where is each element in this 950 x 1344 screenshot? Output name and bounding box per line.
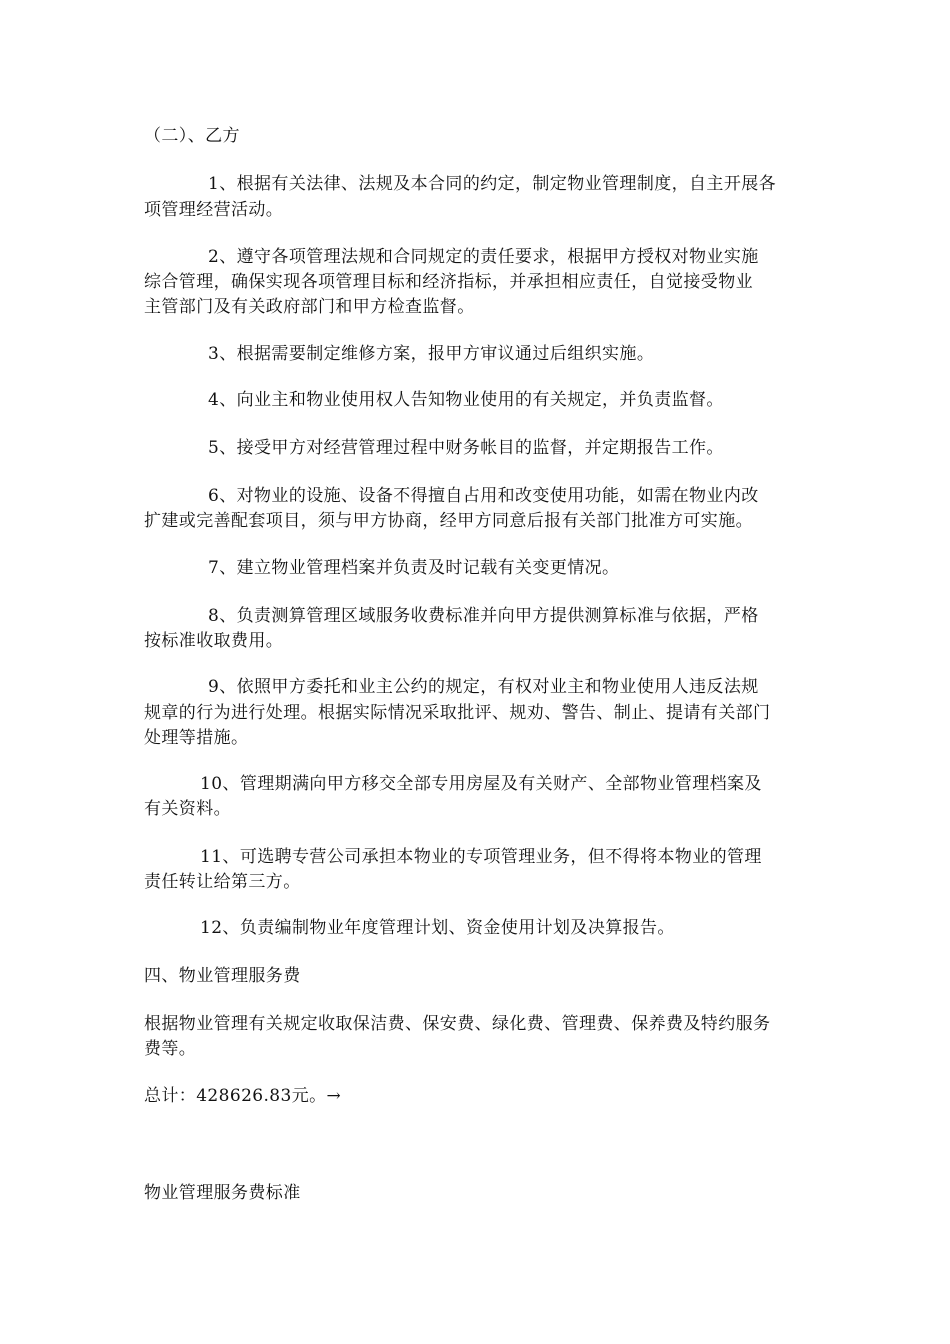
item-9-line-1: 9、依照甲方委托和业主公约的规定，有权对业主和物业使用人违反法规 xyxy=(208,677,759,697)
item-9-line-3: 处理等措施。 xyxy=(144,728,249,748)
item-8-line-1: 8、负责测算管理区域服务收费标准并向甲方提供测算标准与依据，严格 xyxy=(208,606,759,626)
item-2-line-1: 2、遵守各项管理法规和合同规定的责任要求，根据甲方授权对物业实施 xyxy=(208,247,759,267)
fee-standard-title: 物业管理服务费标准 xyxy=(144,1183,301,1203)
item-7-line-1: 7、建立物业管理档案并负责及时记载有关变更情况。 xyxy=(208,558,620,578)
item-12-line-1: 12、负责编制物业年度管理计划、资金使用计划及决算报告。 xyxy=(200,918,675,938)
item-1-line-2: 项管理经营活动。 xyxy=(144,200,284,220)
fee-description-line-2: 费等。 xyxy=(144,1039,197,1059)
item-9-line-2: 规章的行为进行处理。根据实际情况采取批评、规劝、警告、制止、提请有关部门 xyxy=(144,703,771,723)
fee-total: 总计：428626.83元。→ xyxy=(144,1086,342,1106)
item-6-line-1: 6、对物业的设施、设备不得擅自占用和改变使用功能，如需在物业内改 xyxy=(208,486,759,506)
item-2-line-2: 综合管理，确保实现各项管理目标和经济指标，并承担相应责任，自觉接受物业 xyxy=(144,272,753,292)
item-11-line-2: 责任转让给第三方。 xyxy=(144,872,301,892)
item-8-line-2: 按标准收取费用。 xyxy=(144,631,284,651)
item-4-line-1: 4、向业主和物业使用权人告知物业使用的有关规定，并负责监督。 xyxy=(208,390,724,410)
item-11-line-1: 11、可选聘专营公司承担本物业的专项管理业务，但不得将本物业的管理 xyxy=(200,847,762,867)
item-6-line-2: 扩建或完善配套项目，须与甲方协商，经甲方同意后报有关部门批准方可实施。 xyxy=(144,511,753,531)
item-3-line-1: 3、根据需要制定维修方案，报甲方审议通过后组织实施。 xyxy=(208,344,655,364)
fee-description-line-1: 根据物业管理有关规定收取保洁费、保安费、绿化费、管理费、保养费及特约服务 xyxy=(144,1014,771,1034)
item-10-line-1: 10、管理期满向甲方移交全部专用房屋及有关财产、全部物业管理档案及 xyxy=(200,774,762,794)
item-2-line-3: 主管部门及有关政府部门和甲方检查监督。 xyxy=(144,297,475,317)
item-10-line-2: 有关资料。 xyxy=(144,799,231,819)
item-5-line-1: 5、接受甲方对经营管理过程中财务帐目的监督，并定期报告工作。 xyxy=(208,438,724,458)
section-title: （二）、乙方 xyxy=(144,126,240,146)
fee-heading: 四、物业管理服务费 xyxy=(144,966,301,986)
item-1-line-1: 1、根据有关法律、法规及本合同的约定，制定物业管理制度，自主开展各 xyxy=(208,174,777,194)
